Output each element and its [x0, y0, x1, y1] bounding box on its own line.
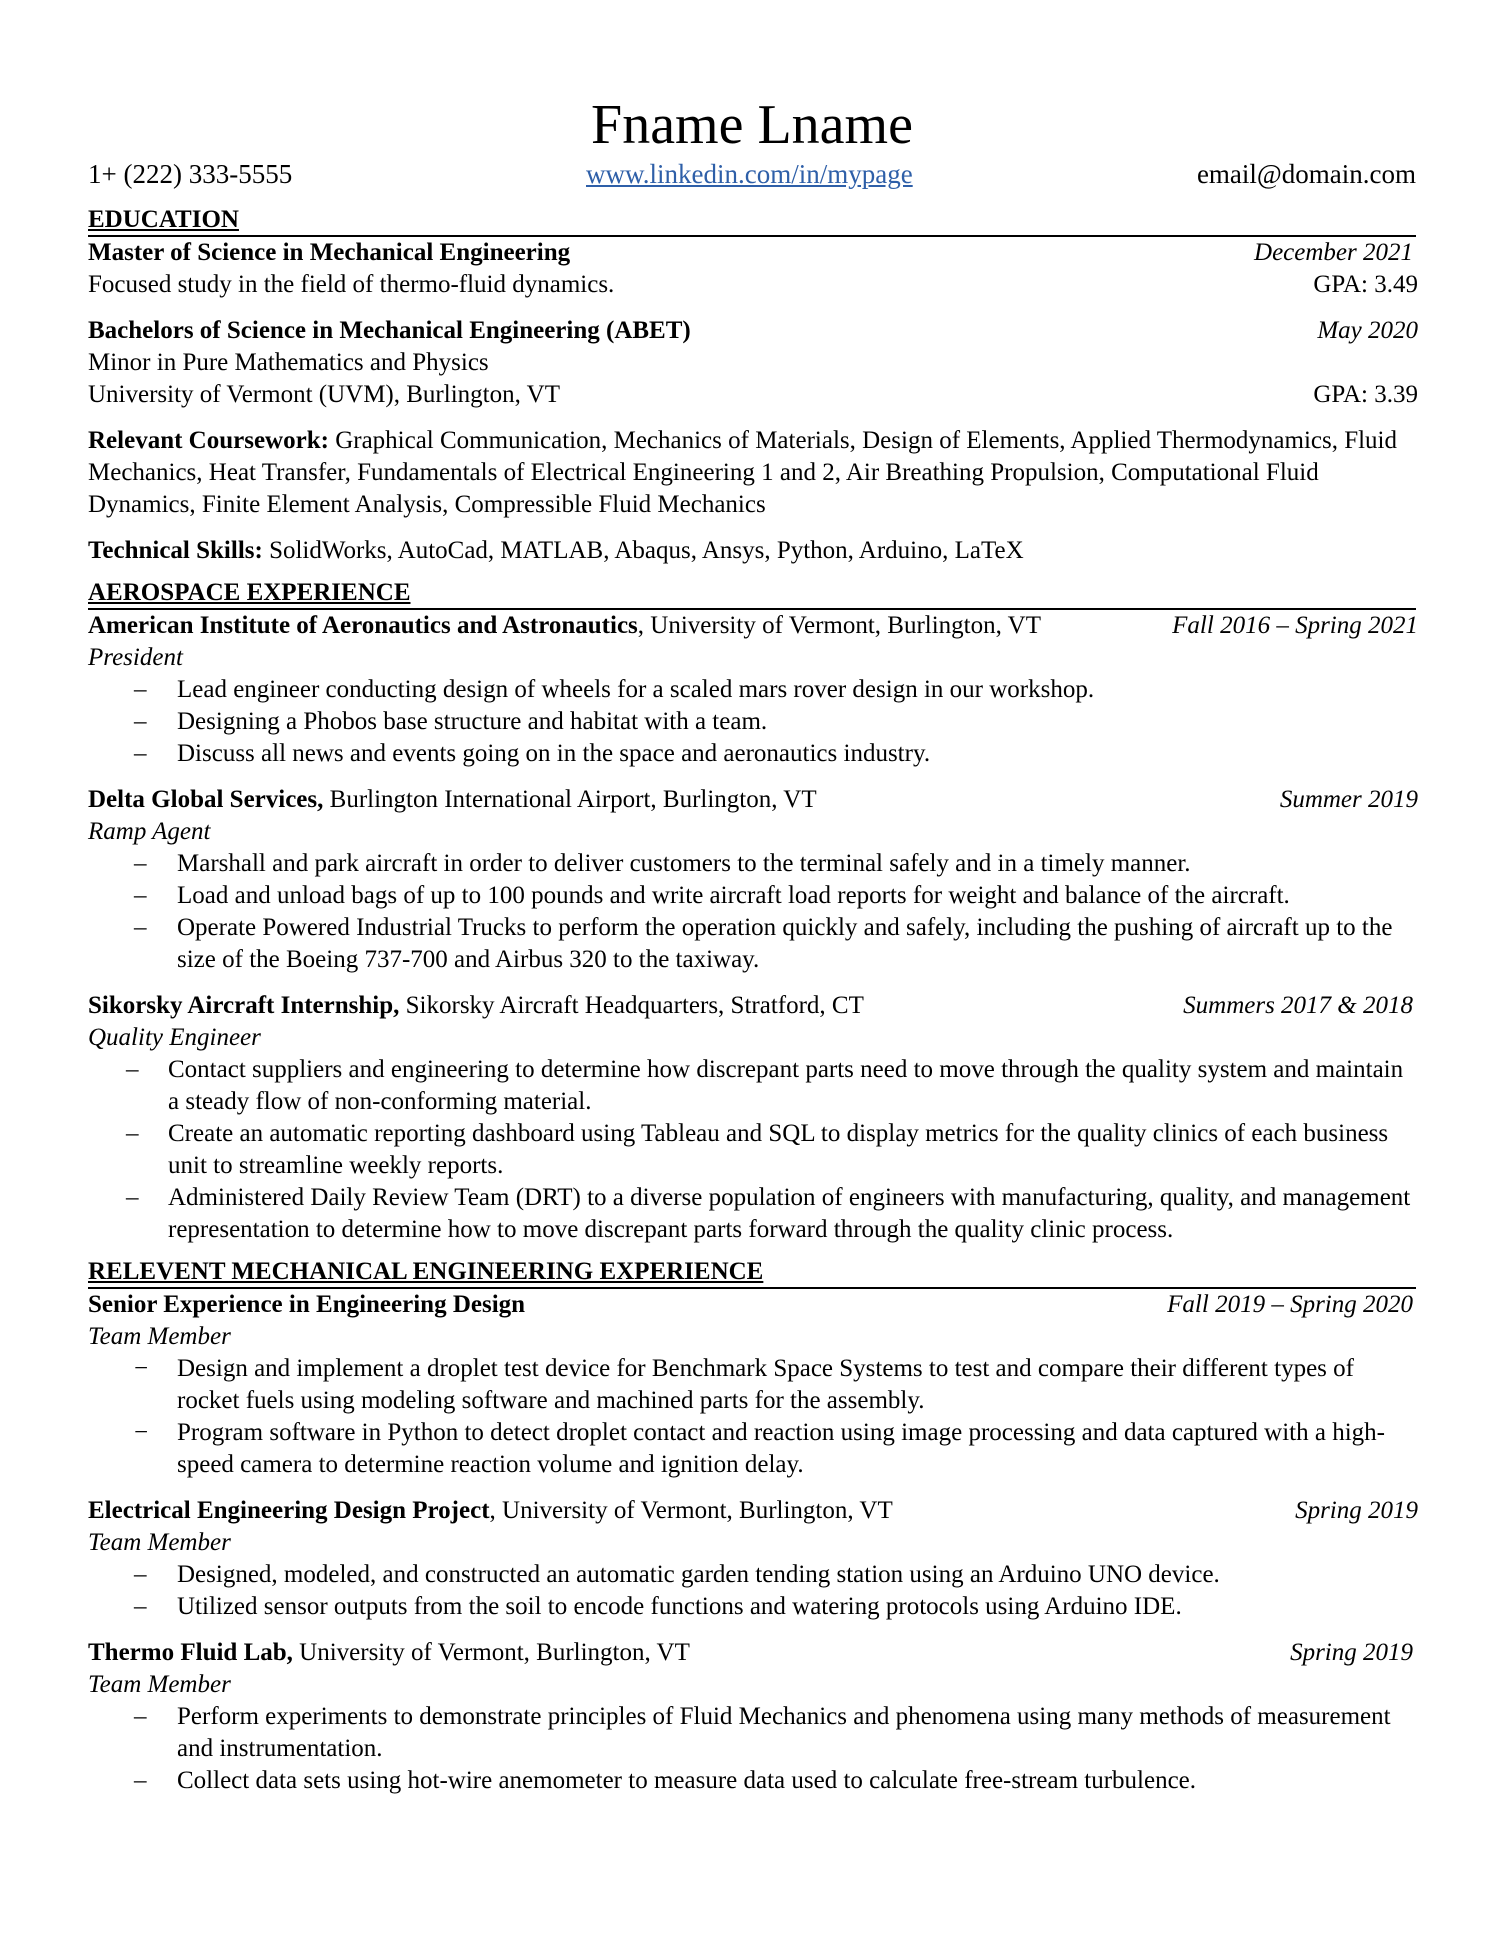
dash-icon: –	[134, 1593, 147, 1620]
phone-number: 1+ (222) 333-5555	[88, 159, 293, 189]
dash-icon: –	[134, 708, 147, 735]
aerospace-heading: AEROSPACE EXPERIENCE	[88, 577, 1416, 610]
dash-icon: –	[134, 1767, 147, 1794]
email-address: email@domain.com	[1196, 159, 1416, 189]
degree-date: May 2020	[1317, 317, 1418, 344]
list-item: – Lead engineer conducting design of wheels for a scaled mars rover design in our workshop.	[88, 674, 1416, 706]
education-heading: EDUCATION	[88, 204, 1416, 237]
bullet-list	[88, 1353, 1416, 1481]
dash-icon: –	[134, 914, 147, 941]
education-entry-ms	[88, 237, 1416, 269]
experience-role: Team Member	[88, 1671, 231, 1698]
linkedin-link[interactable]: www.linkedin.com/in/mypage	[586, 159, 913, 189]
dash-icon: –	[126, 1184, 139, 1211]
gpa: GPA: 3.39	[1313, 381, 1418, 408]
organization-name: Delta Global Services,	[88, 786, 324, 813]
dash-icon: –	[134, 676, 147, 703]
degree-title: Master of Science in Mechanical Engineering	[88, 239, 571, 266]
mechanical-heading: RELEVENT MECHANICAL ENGINEERING EXPERIENCE	[88, 1256, 1416, 1289]
experience-date: Fall 2016 – Spring 2021	[1172, 612, 1418, 639]
organization-name: Senior Experience in Engineering Design	[88, 1291, 526, 1318]
experience-date: Summers 2017 & 2018	[1183, 992, 1413, 1019]
list-item: − Program software in Python to detect droplet contact and reaction using image processing and data captured with a high-speed camera to determine reaction volume and ignition delay.	[134, 1419, 1385, 1478]
experience-header	[88, 990, 1416, 1022]
education-school-row	[88, 379, 1416, 411]
dash-icon: –	[134, 882, 147, 909]
list-item: – Discuss all news and events going on in the space and aeronautics industry.	[88, 738, 1416, 770]
organization-name: Thermo Fluid Lab,	[88, 1639, 293, 1666]
organization-name: American Institute of Aeronautics and Astronautics	[88, 612, 638, 639]
bullet-list	[88, 674, 1416, 770]
organization-name: Sikorsky Aircraft Internship,	[88, 992, 400, 1019]
organization-location: Burlington International Airport, Burlington, VT	[323, 786, 817, 813]
gpa: GPA: 3.49	[1313, 271, 1418, 298]
organization-location: Sikorsky Aircraft Headquarters, Stratford, CT	[399, 992, 864, 1019]
organization-location: , University of Vermont, Burlington, VT	[489, 1497, 893, 1524]
minus-icon: −	[134, 1419, 149, 1446]
bullet-list	[88, 848, 1416, 976]
experience-header	[88, 610, 1416, 642]
bullet-list	[88, 1054, 1416, 1246]
coursework-paragraph	[88, 425, 1416, 521]
school-name: University of Vermont (UVM), Burlington, VT	[88, 381, 560, 408]
bullet-list	[88, 1559, 1416, 1623]
list-item: – Designed, modeled, and constructed an automatic garden tending station using an Arduino UNO device.	[88, 1559, 1416, 1591]
experience-date: Summer 2019	[1279, 786, 1418, 813]
experience-role: Team Member	[88, 1323, 231, 1350]
skills-paragraph	[88, 535, 1416, 567]
list-item: − Design and implement a droplet test device for Benchmark Space Systems to test and compare their different types of rocket fuels using modeling software and machined parts for the assembly.	[134, 1355, 1354, 1414]
education-entry-bs	[88, 315, 1416, 347]
experience-role: Quality Engineer	[88, 1024, 261, 1051]
degree-title: Bachelors of Science in Mechanical Engineering (ABET)	[88, 317, 691, 344]
list-item: – Administered Daily Review Team (DRT) to a diverse population of engineers with manufacturing, quality, and management representation to determine how to move discrepant parts forward through the quality clinic process.	[126, 1184, 1411, 1243]
resume-content	[88, 204, 1416, 1797]
experience-header	[88, 1637, 1416, 1669]
dash-icon: –	[134, 850, 147, 877]
contact-line	[88, 157, 1416, 191]
dash-icon: –	[134, 1561, 147, 1588]
education-detail-row	[88, 269, 1416, 301]
degree-date: December 2021	[1254, 239, 1413, 266]
experience-role: Team Member	[88, 1529, 231, 1556]
experience-role: Ramp Agent	[88, 818, 211, 845]
organization-name: Electrical Engineering Design Project	[88, 1497, 490, 1524]
education-minor-row	[88, 347, 1416, 379]
experience-header	[88, 1495, 1416, 1527]
dash-icon: –	[126, 1120, 139, 1147]
coursework-label: Relevant Coursework:	[88, 427, 329, 454]
degree-detail: Focused study in the field of thermo-fluid dynamics.	[88, 271, 615, 298]
degree-minor: Minor in Pure Mathematics and Physics	[88, 349, 489, 376]
list-item: – Perform experiments to demonstrate principles of Fluid Mechanics and phenomena using many methods of measurement and instrumentation.	[134, 1703, 1391, 1762]
experience-header	[88, 784, 1416, 816]
list-item: – Create an automatic reporting dashboard using Tableau and SQL to display metrics for the quality clinics of each business unit to streamline weekly reports.	[126, 1120, 1389, 1179]
list-item: – Designing a Phobos base structure and habitat with a team.	[88, 706, 1416, 738]
experience-role: President	[88, 644, 183, 671]
list-item: – Collect data sets using hot-wire anemometer to measure data used to calculate free-stream turbulence.	[88, 1765, 1416, 1797]
experience-date: Spring 2019	[1290, 1639, 1413, 1666]
dash-icon: –	[134, 1703, 147, 1730]
minus-icon: −	[134, 1355, 149, 1382]
experience-date: Fall 2019 – Spring 2020	[1167, 1291, 1413, 1318]
experience-header	[88, 1289, 1416, 1321]
list-item: – Contact suppliers and engineering to determine how discrepant parts need to move through the quality system and maintain a steady flow of non-conforming material.	[126, 1056, 1404, 1115]
list-item: – Marshall and park aircraft in order to deliver customers to the terminal safely and in a timely manner.	[88, 848, 1416, 880]
experience-date: Spring 2019	[1295, 1497, 1418, 1524]
skills-text: SolidWorks, AutoCad, MATLAB, Abaqus, Ansys, Python, Arduino, LaTeX	[269, 537, 1024, 564]
candidate-name: Fname Lname	[591, 94, 913, 156]
list-item: – Load and unload bags of up to 100 pounds and write aircraft load reports for weight and balance of the aircraft.	[88, 880, 1416, 912]
organization-location: University of Vermont, Burlington, VT	[292, 1639, 690, 1666]
dash-icon: –	[134, 740, 147, 767]
organization-location: , University of Vermont, Burlington, VT	[637, 612, 1042, 639]
list-item: – Utilized sensor outputs from the soil to encode functions and watering protocols using Arduino IDE.	[88, 1591, 1416, 1623]
dash-icon: –	[126, 1056, 139, 1083]
bullet-list	[88, 1701, 1416, 1797]
coursework-text: Graphical Communication, Mechanics of Materials, Design of Elements, Applied Thermodynamics, Fluid Mechanics, Heat Transfer, Fundamentals of Electrical Engineering 1 and 2, Air Breathing Propulsion, Computational Fluid Dynamics, Finite Element Analysis, Compressible Fluid Mechanics	[88, 427, 1398, 518]
skills-label: Technical Skills:	[88, 537, 263, 564]
list-item: – Operate Powered Industrial Trucks to perform the operation quickly and safely, including the pushing of aircraft up to the size of the Boeing 737-700 and Airbus 320 to the taxiway.	[134, 914, 1393, 973]
